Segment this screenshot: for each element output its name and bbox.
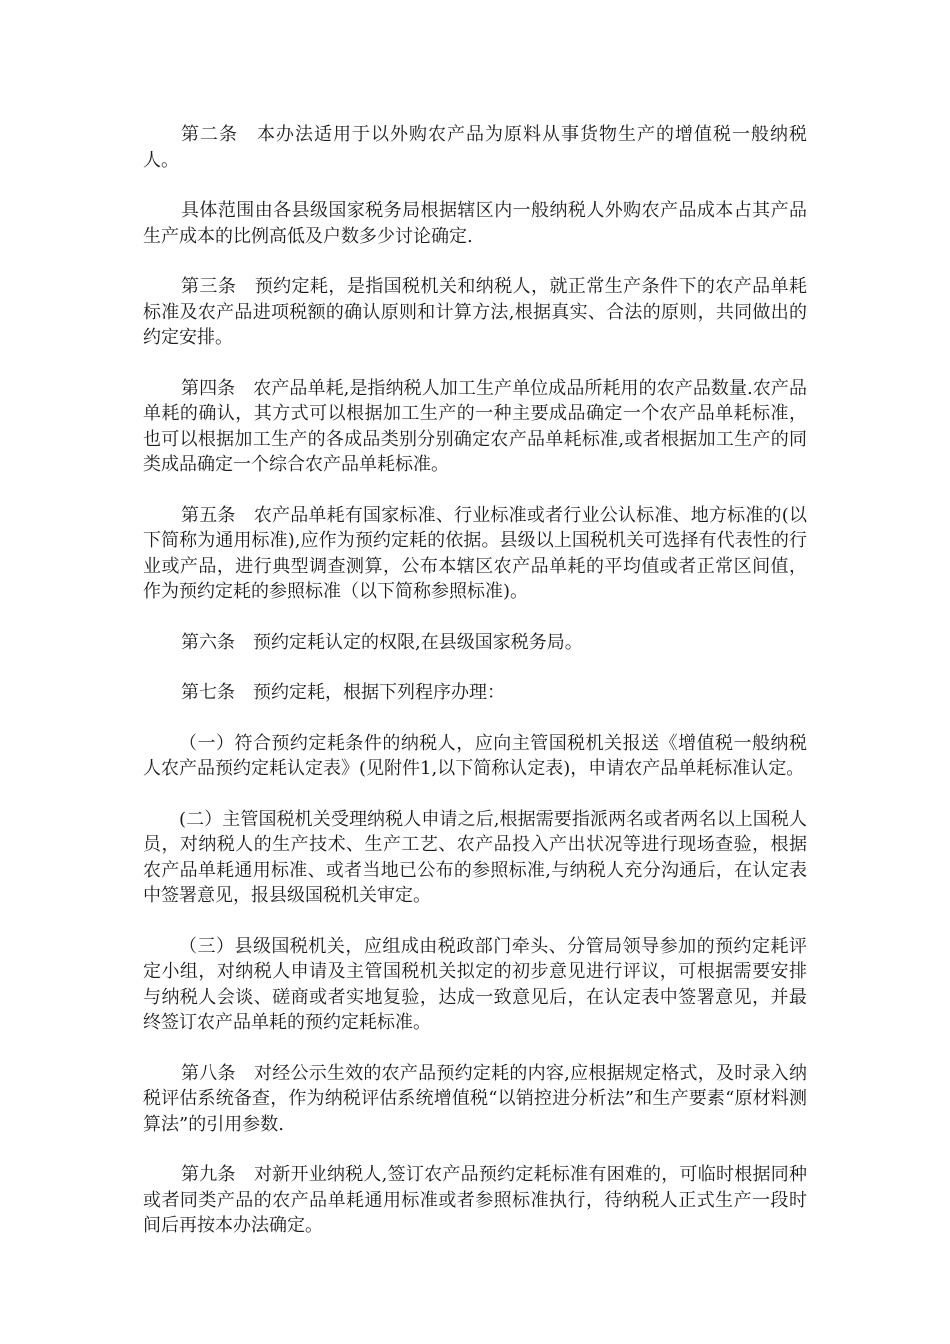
article-7-item-1: （一）符合预约定耗条件的纳税人，应向主管国税机关报送《增值税一般纳税人农产品预约定耗认定表》(见附件1,以下简称认定表)，申请农产品单耗标准认定。 bbox=[143, 732, 807, 779]
document-body bbox=[143, 122, 807, 1264]
article-8-paragraph: 第八条 对经公示生效的农产品预约定耗的内容,应根据规定格式，及时录入纳税评估系统备查，作为纳税评估系统增值税“以销控进分析法”和生产要素“原材料测算法”的引用参数. bbox=[143, 1062, 807, 1135]
article-2-scope-paragraph: 具体范围由各县级国家税务局根据辖区内一般纳税人外购农产品成本占其产品生产成本的比例高低及户数多少讨论确定. bbox=[143, 200, 807, 247]
article-2-paragraph: 第二条 本办法适用于以外购农产品为原料从事货物生产的增值税一般纳税人。 bbox=[143, 124, 807, 171]
article-9-paragraph: 第九条 对新开业纳税人,签订农产品预约定耗标准有困难的，可临时根据同种或者同类产品的农产品单耗通用标准或者参照标准执行，待纳税人正式生产一段时间后再按本办法确定。 bbox=[143, 1164, 807, 1236]
article-7-item-2: (二）主管国税机关受理纳税人申请之后,根据需要指派两名或者两名以上国税人员，对纳税人的生产技术、生产工艺、农产品投入产出状况等进行现场查验，根据农产品单耗通用标准、或者当地已公布的参照标准,与纳税人充分沟通后，在认定表中签署意见，报县级国税机关审定。 bbox=[143, 808, 807, 906]
article-4-paragraph: 第四条 农产品单耗,是指纳税人加工生产单位成品所耗用的农产品数量.农产品单耗的确认，其方式可以根据加工生产的一种主要成品确定一个农产品单耗标准，也可以根据加工生产的各成品类别分别确定农产品单耗标准,或者根据加工生产的同类成品确定一个综合农产品单耗标准。 bbox=[143, 377, 807, 475]
article-7-item-3: （三）县级国税机关，应组成由税政部门牵头、分管局领导参加的预约定耗评定小组，对纳税人申请及主管国税机关拟定的初步意见进行评议，可根据需要安排与纳税人会谈、磋商或者实地复验，达成一致意见后，在认定表中签署意见，并最终签订农产品单耗的预约定耗标准。 bbox=[143, 935, 807, 1033]
article-5-paragraph: 第五条 农产品单耗有国家标准、行业标准或者行业公认标准、地方标准的(以下简称为通用标准),应作为预约定耗的依据。县级以上国税机关可选择有代表性的行业或产品，进行典型调查测算，公布本辖区农产品单耗的平均值或者正常区间值，作为预约定耗的参照标准（以下简称参照标准)。 bbox=[143, 504, 807, 602]
article-7-paragraph: 第七条 预约定耗，根据下列程序办理： bbox=[181, 682, 505, 703]
article-6-paragraph: 第六条 预约定耗认定的权限,在县级国家税务局。 bbox=[181, 631, 583, 653]
article-3-paragraph: 第三条 预约定耗，是指国税机关和纳税人，就正常生产条件下的农产品单耗标准及农产品进项税额的确认原则和计算方法,根据真实、合法的原则，共同做出的约定安排。 bbox=[143, 276, 807, 348]
